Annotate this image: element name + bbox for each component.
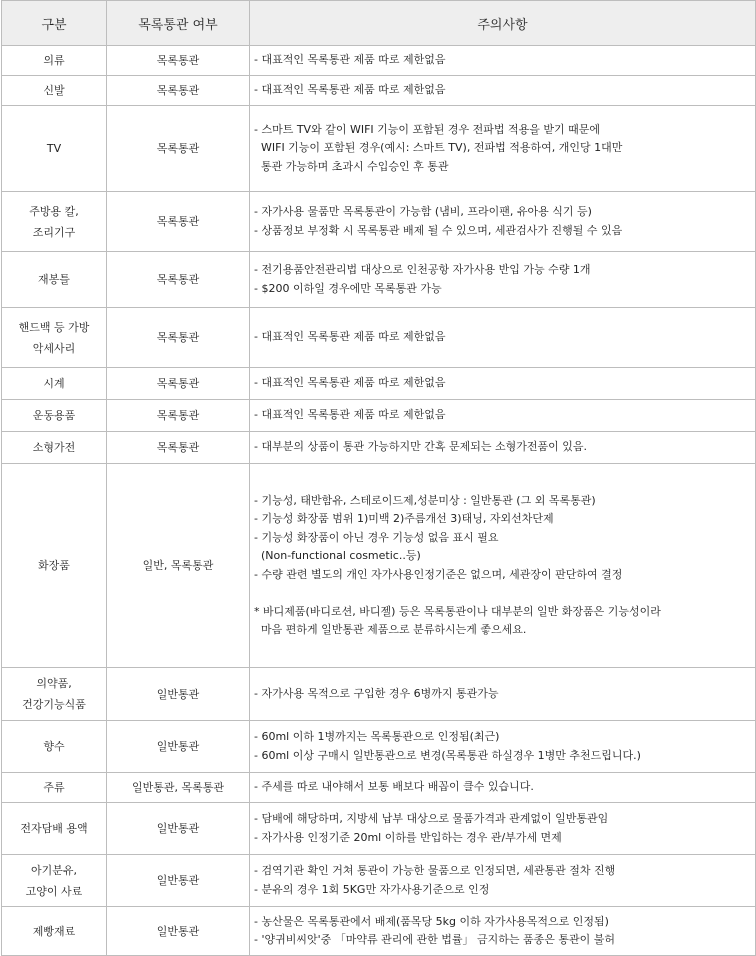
category-cell: 소형가전	[2, 432, 107, 464]
clearance-cell: 일반통관	[107, 855, 250, 907]
category-cell: 주류	[2, 773, 107, 803]
notes-cell: - 주세를 따로 내야해서 보통 배보다 배꼽이 클수 있습니다.	[250, 773, 756, 803]
table-row	[2, 308, 756, 368]
clearance-cell: 목록통관	[107, 106, 250, 192]
category-cell: 재봉틀	[2, 252, 107, 308]
clearance-cell: 일반, 목록통관	[107, 464, 250, 668]
header-notes: 주의사항	[250, 1, 756, 46]
clearance-cell: 목록통관	[107, 308, 250, 368]
customs-clearance-table	[1, 0, 756, 956]
table-row	[2, 192, 756, 252]
clearance-cell: 일반통관, 목록통관	[107, 773, 250, 803]
table-row	[2, 721, 756, 773]
notes-cell: - 60ml 이하 1병까지는 목록통관으로 인정됨(최근) - 60ml 이상 구매시 일반통관으로 변경(목록통관 하실경우 1병만 추천드립니다.)	[250, 721, 756, 773]
category-cell: 아기분유, 고양이 사료	[2, 855, 107, 907]
clearance-cell: 목록통관	[107, 400, 250, 432]
clearance-cell: 일반통관	[107, 907, 250, 956]
table-row	[2, 803, 756, 855]
table-row	[2, 368, 756, 400]
header-category: 구분	[2, 1, 107, 46]
category-cell: 운동용품	[2, 400, 107, 432]
clearance-cell: 목록통관	[107, 252, 250, 308]
table-row	[2, 400, 756, 432]
category-cell: 전자담배 용액	[2, 803, 107, 855]
clearance-cell: 일반통관	[107, 721, 250, 773]
table-row	[2, 907, 756, 956]
header-clearance: 목록통관 여부	[107, 1, 250, 46]
category-cell: 향수	[2, 721, 107, 773]
category-cell: TV	[2, 106, 107, 192]
category-cell: 시계	[2, 368, 107, 400]
notes-cell: - 스마트 TV와 같이 WIFI 기능이 포함된 경우 전파법 적용을 받기 때문에 WIFI 기능이 포함된 경우(예시: 스마트 TV), 전파법 적용하여, 개인당 1대만 통관 가능하며 초과시 수입승인 후 통관	[250, 106, 756, 192]
table-row	[2, 46, 756, 76]
clearance-cell: 목록통관	[107, 368, 250, 400]
table-row	[2, 464, 756, 668]
notes-cell: - 대부분의 상품이 통관 가능하지만 간혹 문제되는 소형가전품이 있음.	[250, 432, 756, 464]
clearance-cell: 일반통관	[107, 803, 250, 855]
header-row	[2, 1, 756, 46]
category-cell: 의류	[2, 46, 107, 76]
notes-cell: - 검역기관 확인 거쳐 통관이 가능한 물품으로 인정되면, 세관통관 절차 진행 - 분유의 경우 1회 5KG만 자가사용기준으로 인정	[250, 855, 756, 907]
notes-cell: - 대표적인 목록통관 제품 따로 제한없음	[250, 400, 756, 432]
notes-cell: - 대표적인 목록통관 제품 따로 제한없음	[250, 308, 756, 368]
clearance-cell: 목록통관	[107, 192, 250, 252]
category-cell: 의약품, 건강기능식품	[2, 668, 107, 721]
notes-cell: - 농산물은 목록통관에서 배제(품목당 5kg 이하 자가사용목적으로 인정됨) - '양귀비씨앗'중 「마약류 관리에 관한 법률」 금지하는 품종은 통관이 불허	[250, 907, 756, 956]
table-row	[2, 76, 756, 106]
clearance-cell: 목록통관	[107, 46, 250, 76]
notes-cell: - 자가사용 목적으로 구입한 경우 6병까지 통관가능	[250, 668, 756, 721]
category-cell: 주방용 칼, 조리기구	[2, 192, 107, 252]
table-row	[2, 432, 756, 464]
notes-cell: - 대표적인 목록통관 제품 따로 제한없음	[250, 368, 756, 400]
notes-cell: - 기능성, 태반함유, 스테로이드제,성분미상 : 일반통관 (그 외 목록통관) - 기능성 화장품 범위 1)미백 2)주름개선 3)태닝, 자외선차단제 - 기능성 화장품이 아닌 경우 기능성 없음 표시 필요 (Non-functional cosmetic..등) - 수량 관련 별도의 개인 자가사용인정기준은 없으며, 세관장이 판단하여 결정 * 바디제품(바디로션, 바디젤) 등은 목록통관이나 대부분의 일반 화장품은 기능성이라 마음 편하게 일반통관 제품으로 분류하시는게 좋으세요.	[250, 464, 756, 668]
category-cell: 화장품	[2, 464, 107, 668]
notes-cell: - 대표적인 목록통관 제품 따로 제한없음	[250, 46, 756, 76]
category-cell: 제빵재료	[2, 907, 107, 956]
notes-cell: - 전기용품안전관리법 대상으로 인천공항 자가사용 반입 가능 수량 1개 - $200 이하일 경우에만 목록통관 가능	[250, 252, 756, 308]
notes-cell: - 담배에 해당하며, 지방세 납부 대상으로 물품가격과 관계없이 일반통관임 - 자가사용 인정기준 20ml 이하를 반입하는 경우 관/부가세 면제	[250, 803, 756, 855]
clearance-cell: 목록통관	[107, 432, 250, 464]
table-row	[2, 668, 756, 721]
clearance-cell: 목록통관	[107, 76, 250, 106]
category-cell: 신발	[2, 76, 107, 106]
clearance-cell: 일반통관	[107, 668, 250, 721]
table-row	[2, 252, 756, 308]
table-row	[2, 773, 756, 803]
table-row	[2, 106, 756, 192]
notes-cell: - 자가사용 물품만 목록통관이 가능함 (냄비, 프라이팬, 유아용 식기 등) - 상품정보 부정확 시 목록통관 배제 될 수 있으며, 세관검사가 진행될 수 있음	[250, 192, 756, 252]
notes-cell: - 대표적인 목록통관 제품 따로 제한없음	[250, 76, 756, 106]
category-cell: 핸드백 등 가방 악세사리	[2, 308, 107, 368]
table-row	[2, 855, 756, 907]
